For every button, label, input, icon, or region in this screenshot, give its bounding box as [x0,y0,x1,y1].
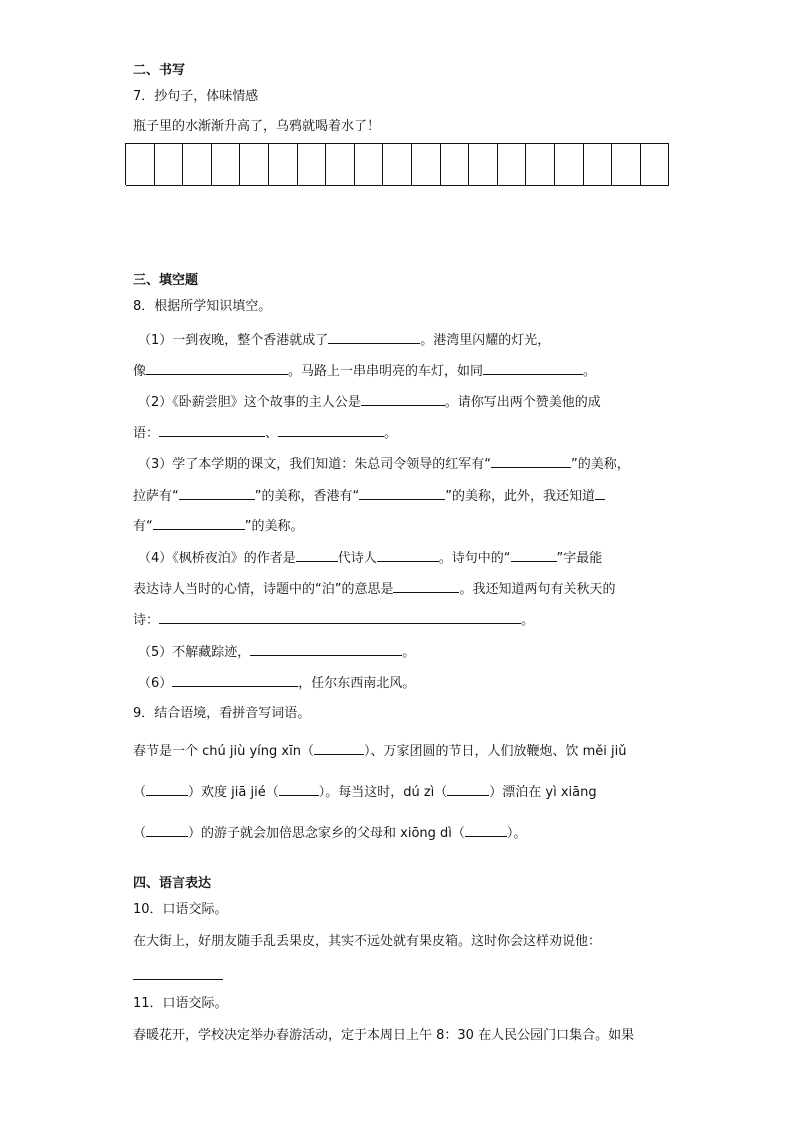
question-7-sentence: 瓶子里的水渐渐升高了，乌鸦就喝着水了！ [133,119,381,134]
grid-cell[interactable] [355,143,384,186]
answer-blank[interactable] [595,486,605,500]
q9-text: ）。每当这时，dú zì（ [318,785,448,800]
answer-blank[interactable] [146,823,188,837]
answer-blank[interactable] [179,486,255,500]
question-7-prompt: 7．抄句子，体味情感 [133,89,259,104]
q9-text: ）漂泊在 yì xiāng [489,785,597,800]
q9-line3 [133,823,526,843]
q8-part4-line1 [138,548,602,568]
q8-text: 有“ [133,519,153,534]
q8-text: 。 [583,364,597,379]
answer-blank[interactable] [328,330,420,344]
grid-cell[interactable] [412,143,441,186]
q8-part5 [138,642,415,662]
q8-text: （4）《枫桥夜泊》的作者是 [138,551,296,566]
answer-blank[interactable] [359,486,445,500]
q9-text: ）、万家团圆的节日，人们放鞭炮、饮 měi jiǔ [363,744,627,759]
section-heading-writing: 二、书写 [133,63,186,78]
q8-text: ”的美称， [571,457,630,472]
grid-cell[interactable] [212,143,241,186]
q8-text: 表达诗人当时的心情，诗题中的“泊”的意思是 [133,582,394,597]
grid-cell[interactable] [126,143,155,186]
q8-part3-line2 [133,486,605,506]
section-heading-fill-blank: 三、填空题 [133,273,199,288]
answer-blank[interactable] [377,548,439,562]
answer-blank[interactable] [159,423,265,437]
q9-line1 [133,741,626,761]
q8-part4-line2 [133,579,616,599]
q8-text: （5）不解藏踪迹， [138,645,251,660]
q8-text: （6） [138,676,173,691]
q9-text: （ [133,785,147,800]
grid-cell[interactable] [240,143,269,186]
q9-text: （ [133,826,147,841]
q8-text: 像 [133,364,147,379]
answer-blank[interactable] [447,782,489,796]
q8-text: 。诗句中的“ [438,551,511,566]
answer-blank[interactable] [146,361,288,375]
question-9-prompt: 9．结合语境，看拼音写词语。 [133,706,311,721]
grid-cell[interactable] [326,143,355,186]
q8-text: 。马路上一串串明亮的车灯，如同 [288,364,484,379]
question-10-prompt: 10．口语交际。 [133,902,228,917]
answer-blank[interactable] [153,516,245,530]
q9-text: ）的游子就会加倍思念家乡的父母和 xiōng dì（ [188,826,465,841]
answer-blank[interactable] [361,392,445,406]
answer-blank[interactable] [146,782,188,796]
grid-cell[interactable] [183,143,212,186]
answer-blank[interactable] [278,423,384,437]
grid-cell[interactable] [612,143,641,186]
q8-text: （1）一到夜晚，整个香港就成了 [138,333,329,348]
answer-blank[interactable] [172,673,298,687]
grid-cell[interactable] [555,143,584,186]
q8-part2-line2 [133,423,397,443]
q8-text: 。请你写出两个赞美他的成 [444,395,601,410]
grid-cell[interactable] [526,143,555,186]
answer-blank[interactable] [483,361,583,375]
question-8-prompt: 8．根据所学知识填空。 [133,299,272,314]
q8-text: 、 [265,426,279,441]
q8-part1-line2 [133,361,596,381]
q8-text: 代诗人 [337,551,377,566]
q8-text: 拉萨有“ [133,489,179,504]
grid-cell[interactable] [155,143,184,186]
answer-blank[interactable] [279,782,319,796]
grid-cell[interactable] [584,143,613,186]
q8-text: ，任尔东西南北风。 [298,676,416,691]
q8-text: ”的美称，此外，我还知道 [445,489,595,504]
answer-blank[interactable] [511,548,557,562]
q8-text: ”的美称。 [244,519,304,534]
q8-text: 语： [133,426,160,441]
q8-text: 。我还知道两句有关秋天的 [459,582,616,597]
q8-text: 诗： [133,613,160,628]
q8-text: ”字最能 [556,551,603,566]
handwriting-grid[interactable] [125,143,669,185]
q8-text: （3）学了本学期的课文，我们知道：朱总司令领导的红军有“ [138,457,492,472]
question-11-text: 春暖花开，学校决定举办春游活动，定于本周日上午 8：30 在人民公园门口集合。如果 [133,1028,635,1043]
q8-text: 。 [384,426,398,441]
answer-blank[interactable] [250,642,402,656]
q8-part1-line1 [138,330,550,350]
q9-text: ）。 [506,826,527,841]
question-10-text: 在大街上，好朋友随手乱丢果皮，其实不远处就有果皮箱。这时你会这样劝说他： [133,934,602,949]
q8-text: 。港湾里闪耀的灯光， [420,333,551,348]
grid-cell[interactable] [441,143,470,186]
answer-blank[interactable] [159,610,521,624]
q8-part4-line3 [133,610,534,630]
q8-part3-line1 [138,454,630,474]
grid-cell[interactable] [469,143,498,186]
section-heading-expression: 四、语言表达 [133,876,212,891]
grid-cell[interactable] [269,143,298,186]
answer-blank[interactable] [296,548,338,562]
q9-text: ）欢度 jiā jié（ [188,785,279,800]
q8-text: 。 [402,645,416,660]
answer-blank[interactable] [465,823,507,837]
answer-blank[interactable] [491,454,571,468]
grid-cell[interactable] [298,143,327,186]
q8-part2-line1 [138,392,601,412]
q9-text: 春节是一个 chú jiù yíng xīn（ [133,744,314,759]
grid-cell[interactable] [641,143,670,186]
question-11-prompt: 11．口语交际。 [133,996,228,1011]
q8-text: ”的美称，香港有“ [254,489,360,504]
q8-part3-line3 [133,516,304,536]
q8-part6 [138,673,415,693]
answer-blank[interactable] [314,741,364,755]
grid-cell[interactable] [383,143,412,186]
q8-text: （2）《卧薪尝胆》这个故事的主人公是 [138,395,361,410]
q8-text: 。 [521,613,535,628]
answer-blank[interactable] [393,579,459,593]
q10-answer-line[interactable] [133,966,223,980]
q9-line2 [133,782,597,802]
grid-cell[interactable] [498,143,527,186]
